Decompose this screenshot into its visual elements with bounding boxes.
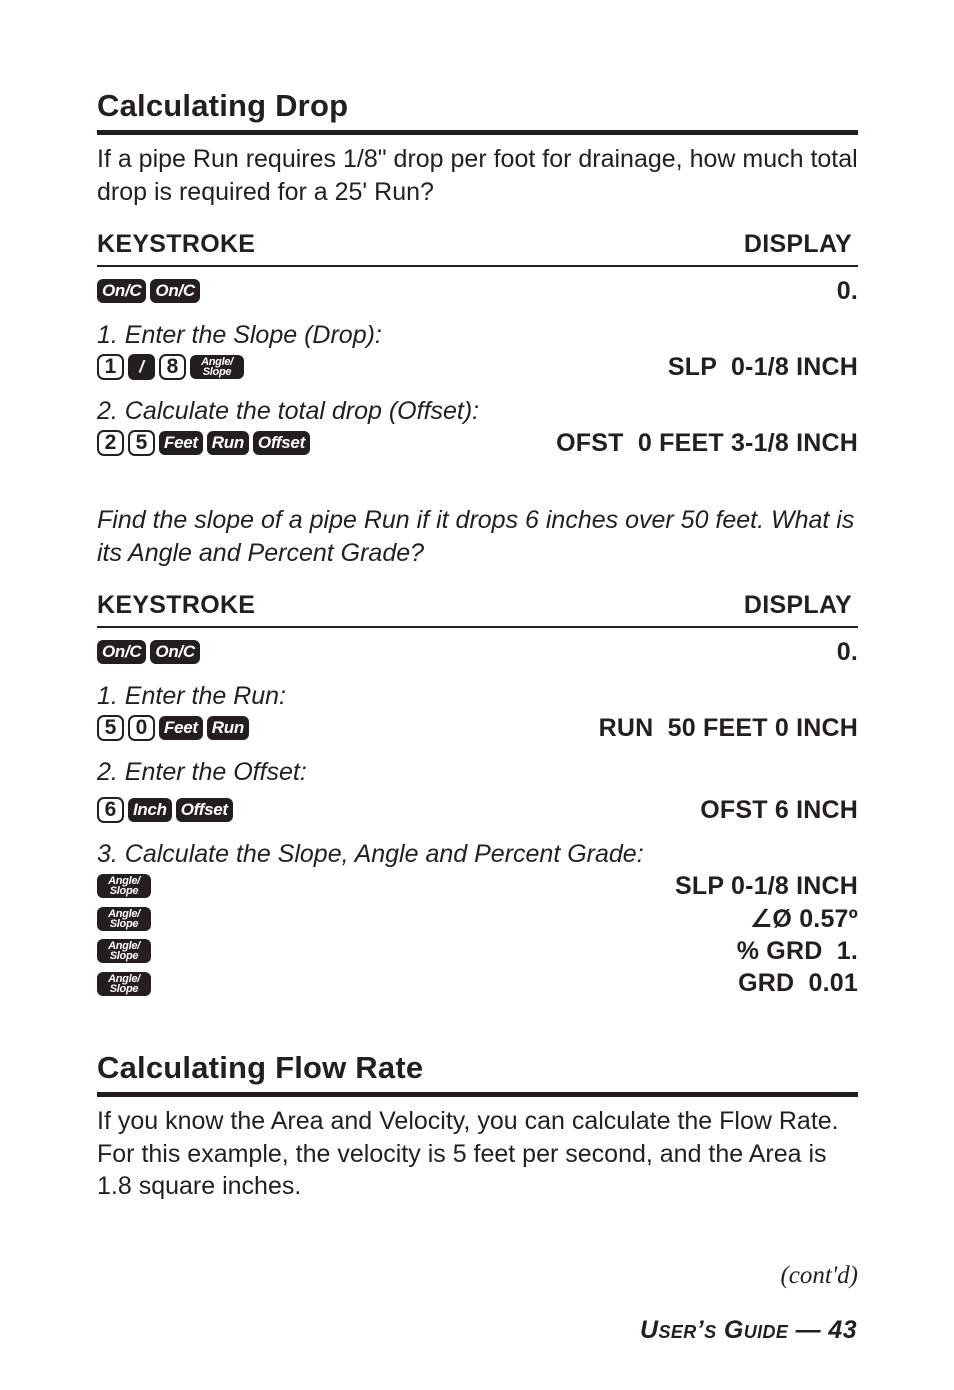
table-row xyxy=(97,712,858,744)
digit-key: 2 xyxy=(97,430,124,456)
display-value: 0. xyxy=(836,276,858,305)
offset-key: Offset xyxy=(176,798,233,822)
display-value: ∠Ø 0.57º xyxy=(749,904,858,933)
keystroke-header: KEYSTROKE xyxy=(97,230,256,258)
onc-key: On/C xyxy=(97,279,146,303)
feet-key: Feet xyxy=(159,431,203,455)
display-value: SLP 0-1/8 INCH xyxy=(675,871,858,900)
step-label: 1. Enter the Run: xyxy=(97,682,287,710)
keystroke-header: KEYSTROKE xyxy=(97,591,256,619)
inch-key: Inch xyxy=(128,798,172,822)
angle-slope-key: Angle/ Slope xyxy=(97,972,151,996)
question-paragraph: Find the slope of a pipe Run if it drops 6 inches over 50 feet. What is its Angle and Percent Grade? xyxy=(97,506,855,567)
divider xyxy=(97,265,858,267)
table-row xyxy=(97,968,858,1001)
display-value: SLP 0-1/8 INCH xyxy=(667,352,858,381)
manual-page xyxy=(97,0,858,1203)
digit-key: 1 xyxy=(97,354,124,380)
digit-key: 0 xyxy=(128,715,155,741)
display-value: % GRD 1. xyxy=(736,936,858,965)
table-header xyxy=(97,591,858,620)
angle-slope-key: Angle/ Slope xyxy=(97,939,151,963)
run-key: Run xyxy=(207,716,249,740)
table-row xyxy=(97,903,858,936)
table-row xyxy=(97,351,858,383)
step-label: 3. Calculate the Slope, Angle and Percent Grade: xyxy=(97,840,644,868)
angle-slope-key: Angle/ Slope xyxy=(97,874,151,898)
intro-paragraph: If you know the Area and Velocity, you can calculate the Flow Rate. For this example, the velocity is 5 feet per second, and the Area is 1.8 square inches. xyxy=(97,1107,839,1200)
fraction-key: / xyxy=(128,354,155,380)
step-label: 2. Calculate the total drop (Offset): xyxy=(97,397,480,425)
table-row xyxy=(97,275,858,307)
step-label: 1. Enter the Slope (Drop): xyxy=(97,321,382,349)
table-row xyxy=(97,870,858,903)
display-value: RUN 50 FEET 0 INCH xyxy=(598,713,858,742)
table-row xyxy=(97,935,858,968)
page-footer: USER’S GUIDE — 43 xyxy=(640,1316,857,1344)
digit-key: 5 xyxy=(97,715,124,741)
display-value: OFST 6 INCH xyxy=(700,795,858,824)
angle-slope-key: Angle/ Slope xyxy=(190,355,244,379)
divider xyxy=(97,1092,858,1097)
display-value: GRD 0.01 xyxy=(738,969,858,998)
feet-key: Feet xyxy=(159,716,203,740)
section-slope-example xyxy=(97,504,858,1000)
display-value: OFST 0 FEET 3-1/8 INCH xyxy=(556,428,858,457)
onc-key: On/C xyxy=(150,640,199,664)
digit-key: 6 xyxy=(97,797,124,823)
section-title: Calculating Flow Rate xyxy=(97,1050,424,1085)
table-row xyxy=(97,794,858,826)
table-header xyxy=(97,230,858,259)
continued-label: (cont'd) xyxy=(780,1262,858,1289)
section-calculating-drop xyxy=(97,88,858,459)
display-value: 0. xyxy=(836,637,858,666)
table-row xyxy=(97,636,858,668)
section-flow-rate xyxy=(97,1050,858,1203)
digit-key: 8 xyxy=(159,354,186,380)
table-row xyxy=(97,427,858,459)
display-header: DISPLAY xyxy=(743,230,852,258)
angle-slope-key: Angle/ Slope xyxy=(97,907,151,931)
offset-key: Offset xyxy=(253,431,310,455)
run-key: Run xyxy=(207,431,249,455)
digit-key: 5 xyxy=(128,430,155,456)
divider xyxy=(97,626,858,628)
onc-key: On/C xyxy=(150,279,199,303)
section-title: Calculating Drop xyxy=(97,88,349,123)
onc-key: On/C xyxy=(97,640,146,664)
intro-paragraph: If a pipe Run requires 1/8" drop per foot for drainage, how much total drop is required for a 25' Run? xyxy=(97,145,858,206)
divider xyxy=(97,130,858,135)
display-header: DISPLAY xyxy=(743,591,852,619)
step-label: 2. Enter the Offset: xyxy=(97,758,307,786)
